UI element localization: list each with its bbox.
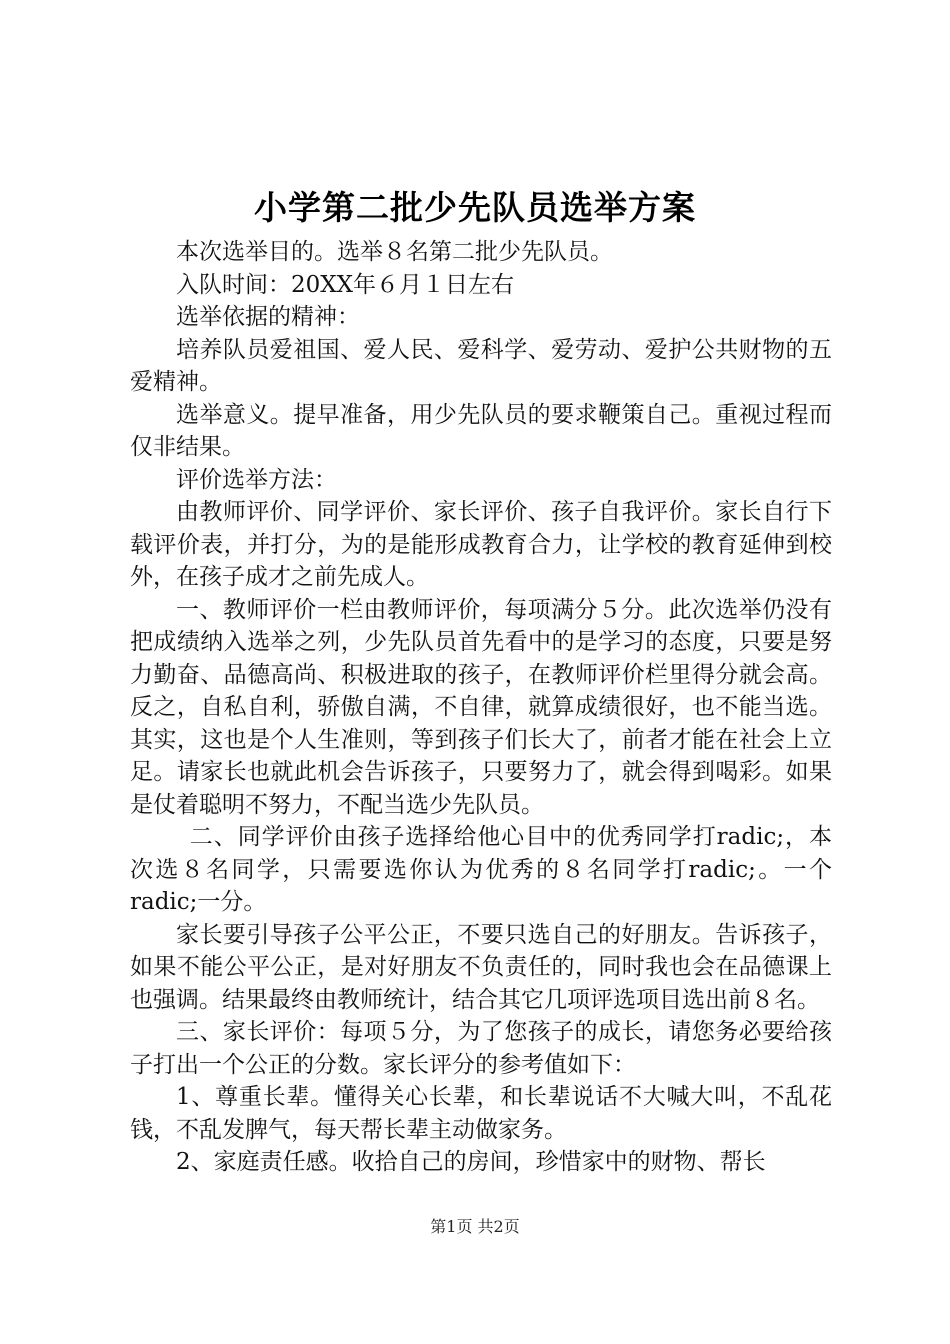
paragraph-spirit-heading: 选举依据的精神： <box>176 304 360 330</box>
paragraph-spirit: 培养队员爱祖国、爱人民、爱科学、爱劳动、爱护公共财物的五爱精神。 <box>130 336 832 395</box>
page-footer <box>0 1216 950 1238</box>
paragraph-parent-evaluation: 三、家长评价：每项５分，为了您孩子的成长，请您务必要给孩子打出一个公正的分数。家长评分的参考值如下： <box>130 1019 832 1078</box>
list-item-family-responsibility: 2、家庭责任感。收拾自己的房间，珍惜家中的财物、帮长 <box>176 1149 766 1175</box>
paragraph-significance: 选举意义。提早准备，用少先队员的要求鞭策自己。重视过程而仅非结果。 <box>130 401 832 460</box>
page-total: 共2页 <box>477 1217 520 1236</box>
paragraph-method-heading: 评价选举方法： <box>176 466 337 493</box>
paragraph-teacher-evaluation: 一、教师评价一栏由教师评价，每项满分５分。此次选举仍没有把成绩纳入选举之列，少先队员首先看中的是学习的态度，只要是努力勤奋、品德高尚、积极进取的孩子，在教师评价栏里得分就会高。反之，自私自利，骄傲自满，不自律，就算成绩很好，也不能当选。其实，这也是个人生准则，等到孩子们长大了，前者才能在社会上立足。请家长也就此机会告诉孩子，只要努力了，就会得到喝彩。如果是仗着聪明不努力，不配当选少先队员。 <box>130 596 832 818</box>
paragraph-method: 由教师评价、同学评价、家长评价、孩子自我评价。家长自行下载评价表，并打分，为的是能形成教育合力，让学校的教育延伸到校外，在孩子成才之前先成人。 <box>130 499 832 590</box>
page-number: 第1页 <box>430 1217 473 1236</box>
paragraph-purpose: 本次选举目的。选举８名第二批少先队员。 <box>176 239 613 265</box>
document-title: 小学第二批少先队员选举方案 <box>254 188 696 227</box>
paragraph-parent-guidance: 家长要引导孩子公平公正，不要只选自己的好朋友。告诉孩子，如果不能公平公正，是对好朋友不负责任的，同时我也会在品德课上也强调。结果最终由教师统计，结合其它几项评选项目选出前８名。 <box>130 921 832 1013</box>
paragraph-classmate-evaluation: 二、同学评价由孩子选择给他心目中的优秀同学打radic;，本次选８名同学，只需要选你认为优秀的８名同学打radic;。一个radic;一分。 <box>130 824 832 915</box>
list-item-respect-elders: 1、尊重长辈。懂得关心长辈，和长辈说话不大喊大叫，不乱花钱，不乱发脾气，每天帮长辈主动做家务。 <box>130 1084 832 1143</box>
paragraph-join-time: 入队时间：20XX年６月１日左右 <box>176 271 515 298</box>
document-body <box>130 236 832 1179</box>
